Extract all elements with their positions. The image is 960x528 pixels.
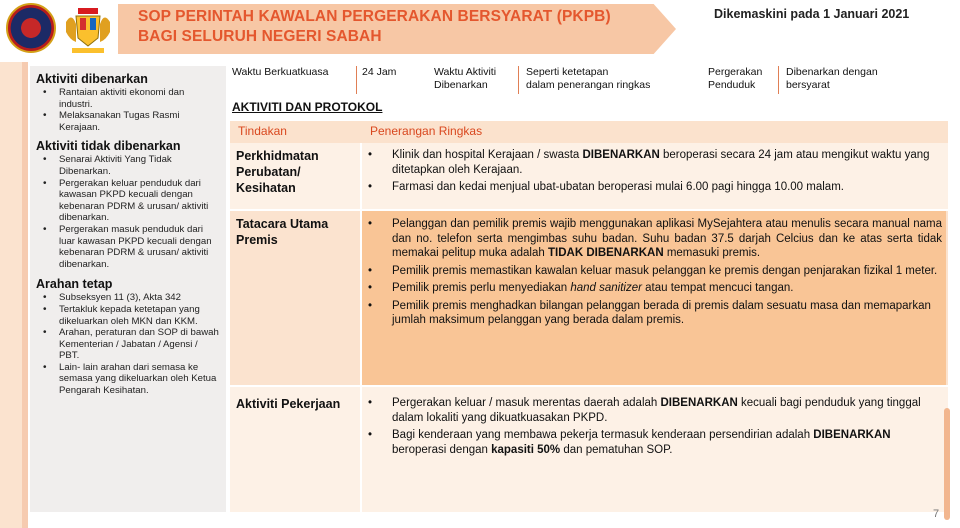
tidak-dibenarkan-list bbox=[36, 154, 220, 270]
header bbox=[0, 0, 960, 62]
text-segment: beroperasi dengan bbox=[392, 443, 492, 456]
list-item: • Lain- lain arahan dari semasa ke semasa yang dikeluarkan oleh Ketua Pengarah Kesihatan. bbox=[36, 362, 220, 397]
agency-crest-icon bbox=[6, 3, 56, 53]
row-description bbox=[362, 396, 942, 460]
title-line-2: BAGI SELURUH NEGERI SABAH bbox=[138, 28, 382, 45]
row-title-aktiviti-pekerjaan: Aktiviti Pekerjaan bbox=[236, 397, 341, 411]
list-item: • Farmasi dan kedai menjual ubat-ubatan beroperasi mulai 6.00 pagi hingga 10.00 malam. bbox=[362, 180, 944, 195]
list-item bbox=[362, 148, 944, 177]
list-item bbox=[362, 281, 942, 296]
row-description bbox=[362, 217, 942, 331]
updated-date: Dikemaskini pada 1 Januari 2021 bbox=[714, 7, 910, 21]
arahan-tetap-list bbox=[36, 292, 220, 396]
left-stripe bbox=[0, 62, 22, 528]
pergerakan-label bbox=[708, 66, 762, 92]
aktiviti-label-line-1: Waktu Aktiviti bbox=[434, 66, 497, 78]
aktiviti-label bbox=[434, 66, 496, 92]
info-divider bbox=[518, 66, 519, 94]
pergerakan-value-line-2: bersyarat bbox=[786, 79, 830, 91]
row-description bbox=[362, 148, 944, 198]
row-title-perkhidmatan: Perkhidmatan Perubatan/ Kesihatan bbox=[236, 149, 319, 195]
pergerakan-label-line-2: Penduduk bbox=[708, 79, 756, 91]
list-item bbox=[362, 428, 942, 457]
left-panel bbox=[30, 66, 226, 512]
left-stripe-inner bbox=[22, 62, 28, 528]
aktiviti-value-line-1: Seperti ketetapan bbox=[526, 66, 609, 78]
pergerakan-value bbox=[786, 66, 878, 92]
text-bold: kapasiti 50% bbox=[491, 443, 561, 456]
table-header bbox=[230, 121, 948, 143]
text-segment: kecuali bagi penduduk yang tinggal dalam lokaliti yang dikuatkuasakan PKPD. bbox=[392, 397, 921, 424]
list-item: • Arahan, peraturan dan SOP di bawah Kementerian / Jabatan / Agensi / PBT. bbox=[36, 327, 220, 362]
page-number: 7 bbox=[933, 508, 940, 520]
title-line-1: SOP PERINTAH KAWALAN PERGERAKAN BERSYARAT (PKPB) bbox=[138, 8, 611, 25]
aktiviti-value-line-2: dalam penerangan ringkas bbox=[526, 79, 651, 91]
coat-of-arms-icon bbox=[64, 2, 112, 56]
row-separator bbox=[230, 209, 948, 211]
text-bold: DIBENARKAN bbox=[660, 397, 738, 409]
text-segment: Klinik dan hospital Kerajaan / swasta bbox=[392, 149, 583, 161]
list-item: • Pergerakan masuk penduduk dari luar kawasan PKPD kecuali dengan kebenaran PDRM & urusan/ aktiviti dibenarkan. bbox=[36, 224, 220, 270]
pergerakan-label-line-1: Pergerakan bbox=[708, 66, 763, 78]
dibenarkan-heading: Aktiviti dibenarkan bbox=[36, 72, 148, 86]
list-item bbox=[362, 217, 942, 261]
waktu-label: Waktu Berkuatkuasa bbox=[232, 66, 329, 78]
text-bold: DIBENARKAN bbox=[813, 429, 891, 441]
text-segment: atau tempat mencuci tangan. bbox=[641, 282, 794, 294]
list-item: • Senarai Aktiviti Yang Tidak Dibenarkan. bbox=[36, 154, 220, 177]
waktu-value: 24 Jam bbox=[362, 66, 397, 78]
list-item bbox=[362, 396, 942, 425]
text-segment: Pelanggan dan pemilik premis wajib menggunakan aplikasi MySejahtera atau menulis secara manual nama dan no. telefon serta mengimbas suhu badan. Suhu badan 37.5 darjah Celcius dan ke atas serta tidak memakai pelitup muka adalah bbox=[392, 218, 942, 259]
tidak-dibenarkan-heading: Aktiviti tidak dibenarkan bbox=[36, 139, 181, 154]
info-divider bbox=[356, 66, 357, 94]
text-bold: TIDAK DIBENARKAN bbox=[547, 247, 664, 259]
list-item: • Rantaian aktiviti ekonomi dan industri. bbox=[36, 87, 220, 110]
text-segment: dan pematuhan SOP. bbox=[560, 443, 673, 456]
column-header-tindakan: Tindakan bbox=[238, 124, 287, 138]
list-item: • Melaksanakan Tugas Rasmi Kerajaan. bbox=[36, 110, 220, 133]
text-italic: hand sanitizer bbox=[570, 282, 642, 294]
list-item: • Pemilik premis menghadkan bilangan pelanggan berada di premis dalam sesuatu masa dan memaparkan jumlah maksimum pelanggan yang berada dalam premis. bbox=[362, 299, 942, 328]
text-segment: Bagi kenderaan yang membawa pekerja termasuk kenderaan persendirian adalah bbox=[392, 429, 814, 441]
scrollbar[interactable] bbox=[944, 408, 950, 520]
list-item: • Tertakluk kepada ketetapan yang dikeluarkan oleh MKN dan KKM. bbox=[36, 304, 220, 327]
aktiviti-value bbox=[526, 66, 650, 92]
dibenarkan-list bbox=[36, 87, 220, 133]
row-separator bbox=[230, 385, 948, 387]
section-subtitle: AKTIVITI DAN PROTOKOL bbox=[232, 100, 383, 114]
list-item: • Subseksyen 11 (3), Akta 342 bbox=[36, 292, 220, 304]
arahan-tetap-heading: Arahan tetap bbox=[36, 277, 113, 292]
aktiviti-label-line-2: Dibenarkan bbox=[434, 79, 488, 91]
text-segment: Pemilik premis perlu menyediakan bbox=[392, 282, 571, 294]
list-item: • Pergerakan keluar penduduk dari kawasan PKPD kecuali dengan kebenaran PDRM & urusan/ aktiviti dibenarkan. bbox=[36, 178, 220, 224]
row-title-tatacara: Tatacara Utama Premis bbox=[236, 217, 329, 247]
pergerakan-value-line-1: Dibenarkan dengan bbox=[786, 66, 878, 78]
list-item: • Pemilik premis memastikan kawalan keluar masuk pelanggan ke premis dengan penjarakan fizikal 1 meter. bbox=[362, 264, 942, 279]
page-title bbox=[138, 7, 658, 47]
column-header-penerangan: Penerangan Ringkas bbox=[370, 124, 483, 138]
text-segment: beroperasi secara 24 jam atau mengikut waktu yang ditetapkan oleh Kerajaan. bbox=[392, 149, 930, 176]
text-segment: Pergerakan keluar / masuk merentas daerah adalah bbox=[392, 397, 661, 409]
text-segment: memasuki premis. bbox=[663, 247, 761, 259]
info-divider bbox=[778, 66, 779, 94]
text-bold: DIBENARKAN bbox=[582, 149, 660, 161]
